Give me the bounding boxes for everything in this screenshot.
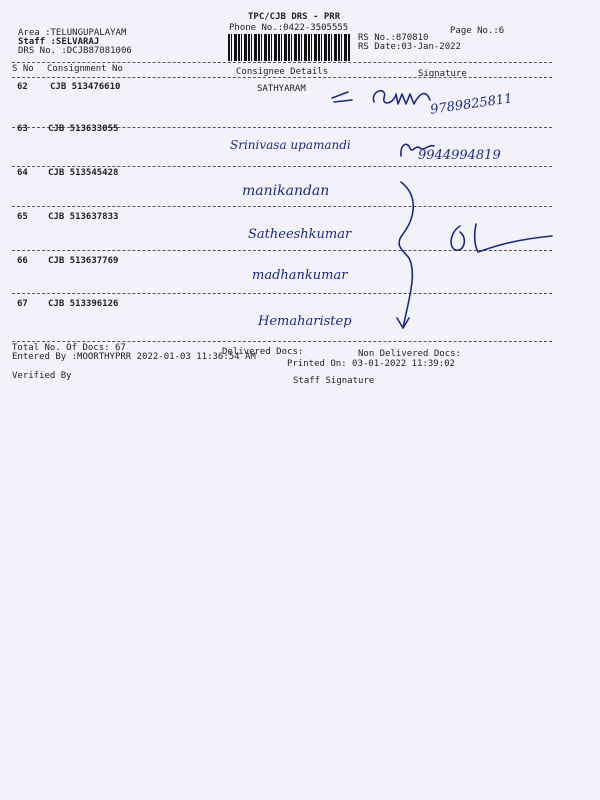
non-delivered-docs: Non Delivered Docs: [358,349,461,359]
footer-divider [12,341,552,342]
row-consignee: Srinivasa upamandi [230,138,351,152]
row-consignee: SATHYARAM [257,84,306,94]
row-consignee: manikandan [242,183,330,199]
row-divider [12,206,552,207]
printed-on: Printed On: 03-01-2022 11:39:02 [287,359,455,369]
header-bottom-divider [12,77,552,78]
row-consignee: Satheeshkumar [248,227,352,242]
row-divider [12,293,552,294]
signature-phone: 9789825811 [429,91,514,118]
row-consignee: Hemaharistep [258,314,352,329]
col-consignment: Consignment No [47,64,123,74]
row-consignment: CJB 513637833 [48,212,119,222]
col-sno: S No [12,64,34,74]
barcode [228,34,351,61]
row-sno: 63 [17,124,28,134]
drs-number: DRS No. :DCJB87081006 [18,46,132,56]
page-number: Page No.:6 [450,26,505,36]
delivered-docs: Delivered Docs: [222,347,304,357]
signature-phone: 9944994819 [418,148,501,163]
col-consignee: Consignee Details [236,67,329,77]
rs-number: RS No.:870810 [358,33,429,43]
row-sno: 67 [17,299,28,309]
staff-signature: Staff Signature [293,376,375,386]
signature-scribble [368,84,438,114]
report-title: TPC/CJB DRS - PRR [248,12,341,22]
row-sno: 66 [17,256,28,266]
total-docs: Total No. Of Docs: 67 [12,343,126,353]
rs-date: RS Date:03-Jan-2022 [358,42,461,52]
verified-by: Verified By [12,371,72,381]
signature-scribble [440,222,560,256]
staff-label: Staff :SELVARAJ [18,37,100,47]
row-consignment: CJB 513396126 [48,299,119,309]
row-sno: 64 [17,168,28,178]
phone-number: Phone No.:0422-3505555 [229,23,349,33]
row-consignment: CJB 513637769 [48,256,119,266]
row-consignment: CJB 513545428 [48,168,119,178]
row-sno: 65 [17,212,28,222]
row-consignment: CJB 513633055 [48,124,119,134]
row-divider [12,166,552,167]
bracket-mark [385,178,425,333]
header-top-divider [12,62,552,63]
row-consignment: CJB 513476610 [50,82,121,92]
col-signature: Signature [418,69,467,79]
row-sno: 62 [17,82,28,92]
area-label: Area :TELUNGUPALAYAM [18,28,127,38]
row-consignee: madhankumar [252,268,348,283]
signature-scribble [330,88,370,108]
entered-by: Entered By :MOORTHYPRR 2022-01-03 11:36:54 AM [12,352,256,362]
